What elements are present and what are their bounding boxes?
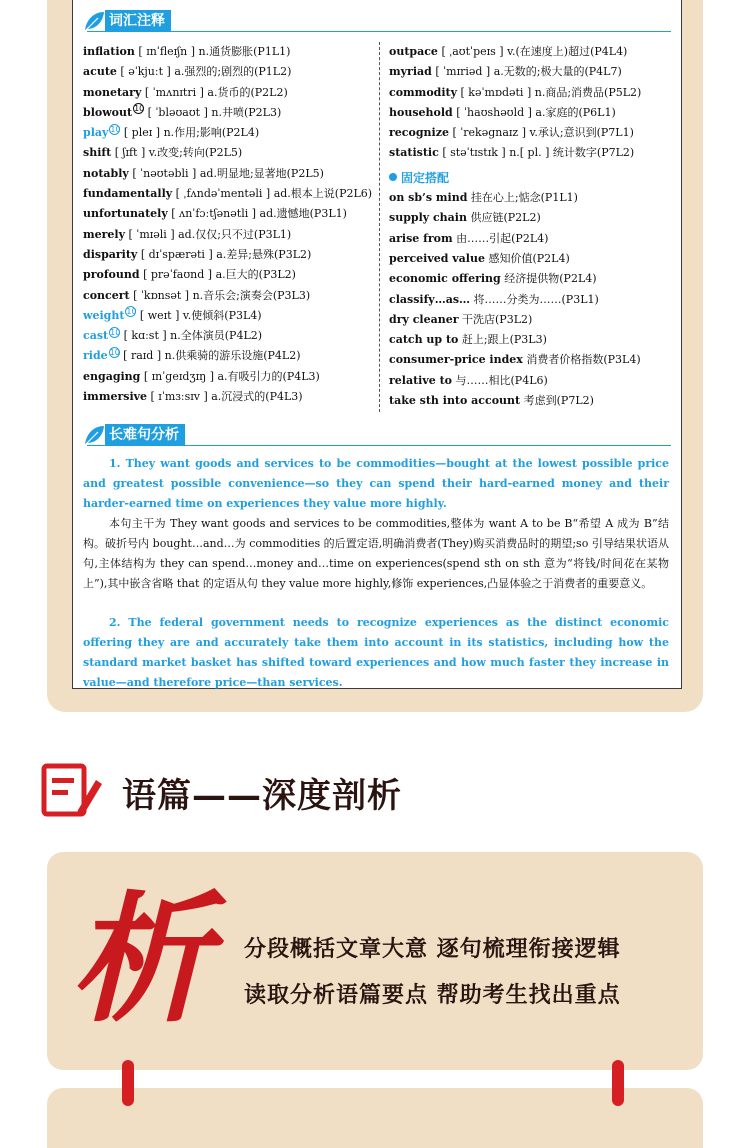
vocab-row xyxy=(83,326,372,346)
vocab-word: myriad xyxy=(389,65,432,79)
phrase-meaning: 由……引起(P2L4) xyxy=(456,231,549,245)
vocab-phonetic: [ ˌfʌndəˈmentəli ] xyxy=(175,187,271,201)
vocab-definition: n.全体演员(P4L2) xyxy=(170,329,263,343)
phrase-row xyxy=(389,229,641,249)
vocab-phonetic: [ pleɪ ] xyxy=(123,126,161,140)
vocab-definition: a.货币的(P2L2) xyxy=(207,85,288,99)
vocab-word: profound xyxy=(83,268,140,282)
vocab-word: inflation xyxy=(83,45,135,58)
vocab-word: disparity xyxy=(83,247,138,261)
phrase-row xyxy=(389,330,641,350)
phrase-english: perceived value xyxy=(389,251,485,265)
phrase-english: relative to xyxy=(389,373,452,387)
phrase-english: arise from xyxy=(389,231,453,245)
binder-pin-left xyxy=(122,1060,134,1106)
vocab-phonetic: [ əˈkjuːt ] xyxy=(120,65,171,79)
vocab-row xyxy=(83,42,372,62)
vocab-word: recognize xyxy=(389,126,449,140)
phrase-english: consumer-price index xyxy=(389,353,523,367)
vocab-definition: a.强烈的;剧烈的(P1L2) xyxy=(174,65,292,79)
vocab-definition: a.差异;悬殊(P3L2) xyxy=(216,247,312,261)
vocab-definition: ad.遗憾地(P3L1) xyxy=(259,207,347,221)
frequency-mark-icon: 10 xyxy=(110,327,121,337)
vocab-word: commodity xyxy=(389,85,457,99)
vocab-row xyxy=(83,83,372,103)
phrase-meaning: 供应链(P2L2) xyxy=(470,211,541,225)
vocab-phonetic: [ ˈhaʊshəʊld ] xyxy=(456,105,532,119)
vocab-phonetic: [ kɑːst ] xyxy=(123,329,167,343)
vocab-row xyxy=(83,123,372,143)
vocab-row xyxy=(83,204,372,224)
vocab-phonetic: [ ˈnəʊtəbli ] xyxy=(132,166,197,180)
vocab-word: monetary xyxy=(83,85,142,99)
phrase-meaning: 考虑到(P7L2) xyxy=(523,394,594,408)
phrase-meaning: 挂在心上;惦念(P1L1) xyxy=(470,191,578,205)
vocab-row xyxy=(83,245,372,265)
phrases-title: 固定搭配 xyxy=(401,170,450,185)
vocab-word: play xyxy=(83,126,109,140)
notepad-pen-icon xyxy=(40,760,104,824)
phrase-row xyxy=(389,350,641,370)
vocab-word: outpace xyxy=(389,45,438,58)
vocab-word: blowout xyxy=(83,105,133,119)
vocab-phonetic: [ kəˈmɒdəti ] xyxy=(460,85,532,99)
phrase-english: take sth into account xyxy=(389,394,521,408)
vocab-right-column xyxy=(389,42,641,411)
vocab-definition: n.[ pl. ] 统计数字(P7L2) xyxy=(509,146,635,160)
feature-line-2: 读取分析语篇要点 帮助考生找出重点 xyxy=(244,983,621,1008)
vocab-header-line xyxy=(87,31,671,32)
vocab-phonetic: [ raɪd ] xyxy=(123,349,162,363)
vocab-word: household xyxy=(389,105,453,119)
vocab-phonetic: [ ˈkɒnsət ] xyxy=(133,288,190,302)
phrase-row xyxy=(389,269,641,289)
vocab-definition: v.使倾斜(P3L4) xyxy=(182,308,262,322)
vocab-phonetic: [ weɪt ] xyxy=(139,308,180,322)
binder-pin-right xyxy=(612,1060,624,1106)
vocab-definition: v.(在速度上)超过(P4L4) xyxy=(507,45,628,58)
vocab-definition: a.有吸引力的(P4L3) xyxy=(217,369,320,383)
vocab-phonetic: [ ˈmɪriəd ] xyxy=(435,65,491,79)
vocab-phonetic: [ ʃɪft ] xyxy=(114,146,146,160)
phrase-meaning: 将……分类为……(P3L1) xyxy=(473,292,599,306)
vocab-word: statistic xyxy=(389,146,439,160)
sentence-1-english: 1. They want goods and services to be commodities—bought at the lowest possible price and greatest possible convenience—so they can spend their hard-earned money and their harder-earned time on experiences they value more highly. xyxy=(83,457,669,510)
phrase-row xyxy=(389,208,641,228)
deep-analysis-title: 语篇——深度剖析 xyxy=(122,775,402,816)
sentence-section-title: 长难句分析 xyxy=(105,424,185,446)
vocab-word: immersive xyxy=(83,390,148,404)
sentence-2-english: 2. The federal government needs to recognize experiences as the distinct economic offering they are and accurately take them into account in its statistics, including how the standard market basket has shifted toward experiences and how much faster they increase in value—and therefore price—than services. xyxy=(83,616,669,689)
phrase-meaning: 干洗店(P3L2) xyxy=(462,312,533,326)
sentence-section-header xyxy=(83,424,185,446)
vocab-definition: a.家庭的(P6L1) xyxy=(535,105,616,119)
vocab-word: engaging xyxy=(83,369,141,383)
phrase-row xyxy=(389,249,641,269)
phrase-meaning: 感知价值(P2L4) xyxy=(488,251,570,265)
vocab-word: weight xyxy=(83,308,125,322)
phrase-meaning: 与……相比(P4L6) xyxy=(455,373,548,387)
vocab-word: cast xyxy=(83,329,109,343)
vocab-phonetic: [ dɪˈspærəti ] xyxy=(140,247,213,261)
vocab-phonetic: [ ˈrekəgnaɪz ] xyxy=(452,126,526,140)
vocab-definition: n.商品;消费品(P5L2) xyxy=(534,85,642,99)
vocab-phonetic: [ prəˈfaʊnd ] xyxy=(143,268,213,282)
vocab-row xyxy=(389,103,641,123)
phrase-row xyxy=(389,290,641,310)
vocab-definition: a.无数的;极大量的(P4L7) xyxy=(493,65,622,79)
vocab-row xyxy=(83,184,372,204)
vocab-left-column xyxy=(83,42,372,407)
vocab-phonetic: [ ˌaʊtˈpeɪs ] xyxy=(441,45,504,58)
vocab-definition: n.井喷(P2L3) xyxy=(211,105,282,119)
vocab-phonetic: [ ˈmʌnɪtri ] xyxy=(144,85,204,99)
vocab-row xyxy=(83,286,372,306)
frequency-mark-icon: 10 xyxy=(109,347,120,357)
vocab-phonetic: [ ɪˈmɜːsɪv ] xyxy=(150,390,208,404)
vocab-row xyxy=(83,367,372,387)
phrase-english: dry cleaner xyxy=(389,312,459,326)
phrase-english: catch up to xyxy=(389,333,459,347)
phrase-english: classify…as… xyxy=(389,292,471,306)
vocab-word: unfortunately xyxy=(83,207,168,221)
vocab-word: acute xyxy=(83,65,117,79)
next-card-background xyxy=(47,1088,703,1148)
vocab-row xyxy=(389,83,641,103)
vocab-section-header xyxy=(83,10,171,32)
vocab-row xyxy=(389,123,641,143)
vocab-word: fundamentally xyxy=(83,187,173,201)
sentence-1-analysis: 本句主干为 They want goods and services to be commodities,整体为 want A to be B“希望 A 成为 B”结构。破折号内 bought…and…为 commodities 的后置定语,明确消费者(They)购买消费品时的期望;so 引导结果状语从句,主体结构为 they can spend…money and…time on experiences(spend sth on sth 意为“将钱/时间花在某物上”),其中嵌含省略 that 的定语从句 they value more highly,修饰 experiences,凸显体验之于消费者的重要意义。 xyxy=(83,517,669,590)
deep-analysis-header xyxy=(40,760,402,824)
leaf-icon xyxy=(83,10,105,32)
vocab-definition: n.音乐会;演奏会(P3L3) xyxy=(192,288,311,302)
vocab-definition: n.通货膨胀(P1L1) xyxy=(198,45,291,58)
phrase-row xyxy=(389,371,641,391)
frequency-mark-icon: 10 xyxy=(110,124,121,134)
frequency-mark-icon: 10 xyxy=(134,104,145,114)
phrase-english: supply chain xyxy=(389,211,467,225)
vocab-row xyxy=(83,265,372,285)
phrase-row xyxy=(389,188,641,208)
vocab-row xyxy=(83,387,372,407)
vocab-row xyxy=(389,42,641,62)
phrase-row xyxy=(389,310,641,330)
vocab-phonetic: [ ʌnˈfɔːtʃənətli ] xyxy=(171,207,257,221)
vocab-word: concert xyxy=(83,288,130,302)
vocab-definition: v.承认;意识到(P7L1) xyxy=(529,126,634,140)
vocab-word: ride xyxy=(83,349,108,363)
vocab-row xyxy=(83,62,372,82)
vocab-word: merely xyxy=(83,227,126,241)
vocab-definition: ad.明显地;显著地(P2L5) xyxy=(199,166,324,180)
frequency-mark-icon: 10 xyxy=(126,307,137,317)
vocab-row xyxy=(83,103,372,123)
vocab-phonetic: [ ˈbləʊaʊt ] xyxy=(147,105,208,119)
phrase-row xyxy=(389,391,641,411)
vocab-row xyxy=(389,62,641,82)
vocab-phonetic: [ stəˈtɪstɪk ] xyxy=(442,146,506,160)
vocab-definition: n.供乘骑的游乐设施(P4L2) xyxy=(164,349,301,363)
phrase-meaning: 消费者价格指数(P3L4) xyxy=(526,353,641,367)
phrase-english: economic offering xyxy=(389,272,501,286)
vocab-definition: ad.仅仅;只不过(P3L1) xyxy=(178,227,292,241)
vocab-definition: a.巨大的(P3L2) xyxy=(215,268,296,282)
vocab-phonetic: [ ɪnˈfleɪʃn ] xyxy=(138,45,196,58)
vocab-row xyxy=(83,143,372,163)
phrase-english: on sb’s mind xyxy=(389,191,468,205)
vocab-row xyxy=(83,225,372,245)
vocab-section-title: 词汇注释 xyxy=(105,10,171,32)
vocab-definition: a.沉浸式的(P4L3) xyxy=(211,390,303,404)
feature-line-1: 分段概括文章大意 逐句梳理衔接逻辑 xyxy=(244,937,621,962)
phrase-meaning: 经济提供物(P2L4) xyxy=(504,272,597,286)
leaf-icon xyxy=(83,424,105,446)
sentence-header-line xyxy=(87,445,671,446)
vocab-definition: n.作用;影响(P2L4) xyxy=(163,126,260,140)
vocab-row xyxy=(83,346,372,366)
vocab-definition: v.改变;转向(P2L5) xyxy=(148,146,243,160)
vocab-word: shift xyxy=(83,146,112,160)
vocab-phonetic: [ ɪnˈgeɪdʒɪŋ ] xyxy=(143,369,214,383)
phrases-header xyxy=(389,168,641,188)
vocab-phonetic: [ ˈmɪəli ] xyxy=(128,227,175,241)
phrase-meaning: 赶上;跟上(P3L3) xyxy=(461,333,547,347)
vocab-row xyxy=(83,164,372,184)
vocab-row xyxy=(389,143,641,163)
vocab-row xyxy=(83,306,372,326)
vocab-word: notably xyxy=(83,166,129,180)
analysis-big-character: 析 xyxy=(70,878,211,1042)
book-page xyxy=(72,0,682,689)
vocab-definition: ad.根本上说(P2L6) xyxy=(273,187,373,201)
column-divider xyxy=(379,42,380,412)
